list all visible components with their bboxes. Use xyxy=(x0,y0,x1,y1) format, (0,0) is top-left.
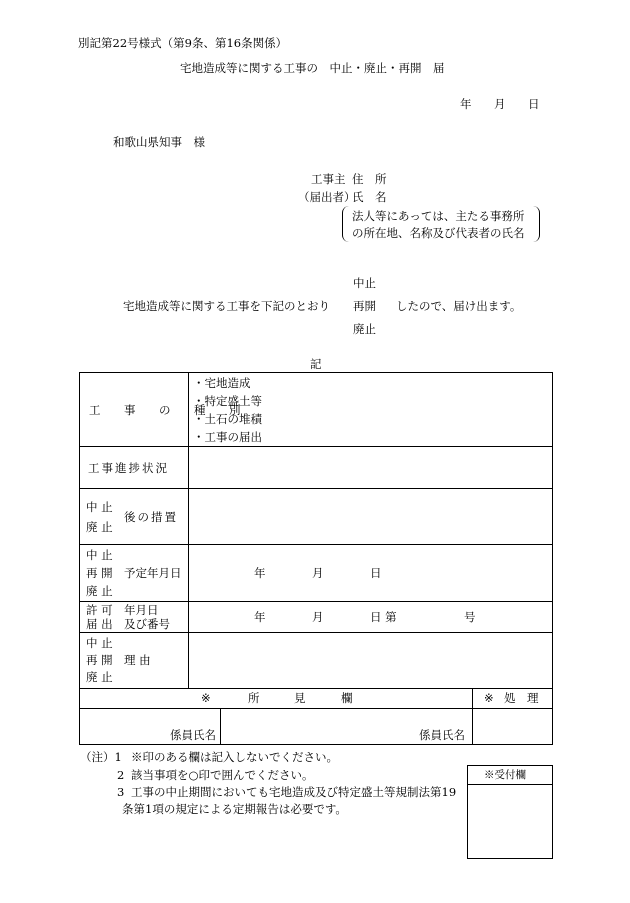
applicant-role: 工事主 xyxy=(311,172,346,186)
work-type-option: ・宅地造成 xyxy=(193,376,251,390)
row-divider xyxy=(79,688,553,689)
reason-label: 理 由 xyxy=(124,653,151,667)
row-divider xyxy=(79,488,553,489)
clerk-name-label: 係員氏名 xyxy=(170,728,216,742)
name-label: 氏 名 xyxy=(352,190,387,204)
option-stop: 中止 xyxy=(353,276,376,290)
note-1: ※印のある欄は記入しないでください。 xyxy=(131,750,338,764)
schedule-day: 日 xyxy=(370,566,382,580)
permit-month: 月 xyxy=(312,610,324,624)
permit-label-a: 許 可 xyxy=(86,603,113,617)
row-divider xyxy=(79,601,553,602)
schedule-stop: 中 止 xyxy=(86,548,113,562)
measures-stop: 中 止 xyxy=(86,500,113,514)
opinion-mark: ※ xyxy=(201,691,211,705)
opinion-char-2: 見 xyxy=(294,691,306,705)
address-label: 住 所 xyxy=(352,172,387,186)
addressee: 和歌山県知事 様 xyxy=(113,135,205,149)
applicant-role-notifier: （届出者） xyxy=(298,190,356,204)
permit-day-no: 日 第 xyxy=(370,610,397,624)
schedule-month: 月 xyxy=(312,566,324,580)
receipt-label: ※受付欄 xyxy=(484,769,526,781)
schedule-label: 予定年月日 xyxy=(124,566,182,580)
opinion-char-1: 所 xyxy=(248,691,260,705)
row-divider xyxy=(79,632,553,633)
row-divider xyxy=(79,708,553,709)
option-abolish: 廃止 xyxy=(353,322,376,336)
clerk-name-label: 係員氏名 xyxy=(419,728,465,742)
schedule-resume: 再 開 xyxy=(86,566,113,580)
corporate-note-line1: 法人等にあっては、主たる事務所 xyxy=(352,209,525,223)
form-title: 宅地造成等に関する工事の 中止・廃止・再開 届 xyxy=(180,61,445,75)
date-day: 日 xyxy=(528,97,540,111)
date-year: 年 xyxy=(460,97,472,111)
notification-label-b: 及び番号 xyxy=(124,617,170,631)
work-type-option: ・特定盛土等 xyxy=(193,394,262,408)
work-type-option: ・土石の堆積 xyxy=(193,412,262,426)
row-divider xyxy=(79,544,553,545)
permit-number: 号 xyxy=(464,610,476,624)
permit-label-b: 年月日 xyxy=(124,603,159,617)
date-month: 月 xyxy=(494,97,506,111)
label-column-divider xyxy=(188,372,189,688)
receipt-header-divider xyxy=(467,784,553,785)
corporate-note-line2: の所在地、名称及び代表者の氏名 xyxy=(352,226,525,240)
opinion-clerk-divider xyxy=(220,708,221,745)
reason-stop: 中 止 xyxy=(86,636,113,650)
notification-label-a: 届 出 xyxy=(86,617,113,631)
note-3-line1: 工事の中止期間においても宅地造成及び特定盛土等規制法第19 xyxy=(131,785,457,799)
measures-abolish: 廃 止 xyxy=(86,520,113,534)
option-resume: 再開 xyxy=(353,299,376,313)
permit-year: 年 xyxy=(254,610,266,624)
reason-abolish: 廃 止 xyxy=(86,670,113,684)
schedule-year: 年 xyxy=(254,566,266,580)
reason-resume: 再 開 xyxy=(86,653,113,667)
form-reference: 別記第22号様式（第9条、第16条関係） xyxy=(78,36,288,50)
main-table xyxy=(79,372,553,745)
opinion-char-3: 欄 xyxy=(341,691,353,705)
schedule-abolish: 廃 止 xyxy=(86,584,113,598)
notes-prefix: （注）1 xyxy=(80,750,122,764)
processing-column-divider xyxy=(472,688,473,745)
processing-mark: ※ xyxy=(484,691,494,705)
note-3-number: 3 xyxy=(117,785,125,799)
work-type-option: ・工事の届出 xyxy=(193,430,262,444)
measures-label: 後の措置 xyxy=(124,510,178,524)
progress-label: 工事進捗状況 xyxy=(88,461,169,475)
ki-heading: 記 xyxy=(310,357,322,371)
processing-label: 処 理 xyxy=(504,691,539,705)
note-2-number: 2 xyxy=(117,768,125,782)
row-divider xyxy=(79,446,553,447)
statement-prefix: 宅地造成等に関する工事を下記のとおり xyxy=(123,299,330,313)
note-2: 該当事項を○印で囲んでください。 xyxy=(131,768,314,782)
note-3-line2: 条第1項の規定による定期報告は必要です。 xyxy=(122,802,347,816)
statement-suffix: したので、届け出ます。 xyxy=(396,299,522,313)
work-type-label: 工 事 の 種 別 xyxy=(89,403,247,417)
